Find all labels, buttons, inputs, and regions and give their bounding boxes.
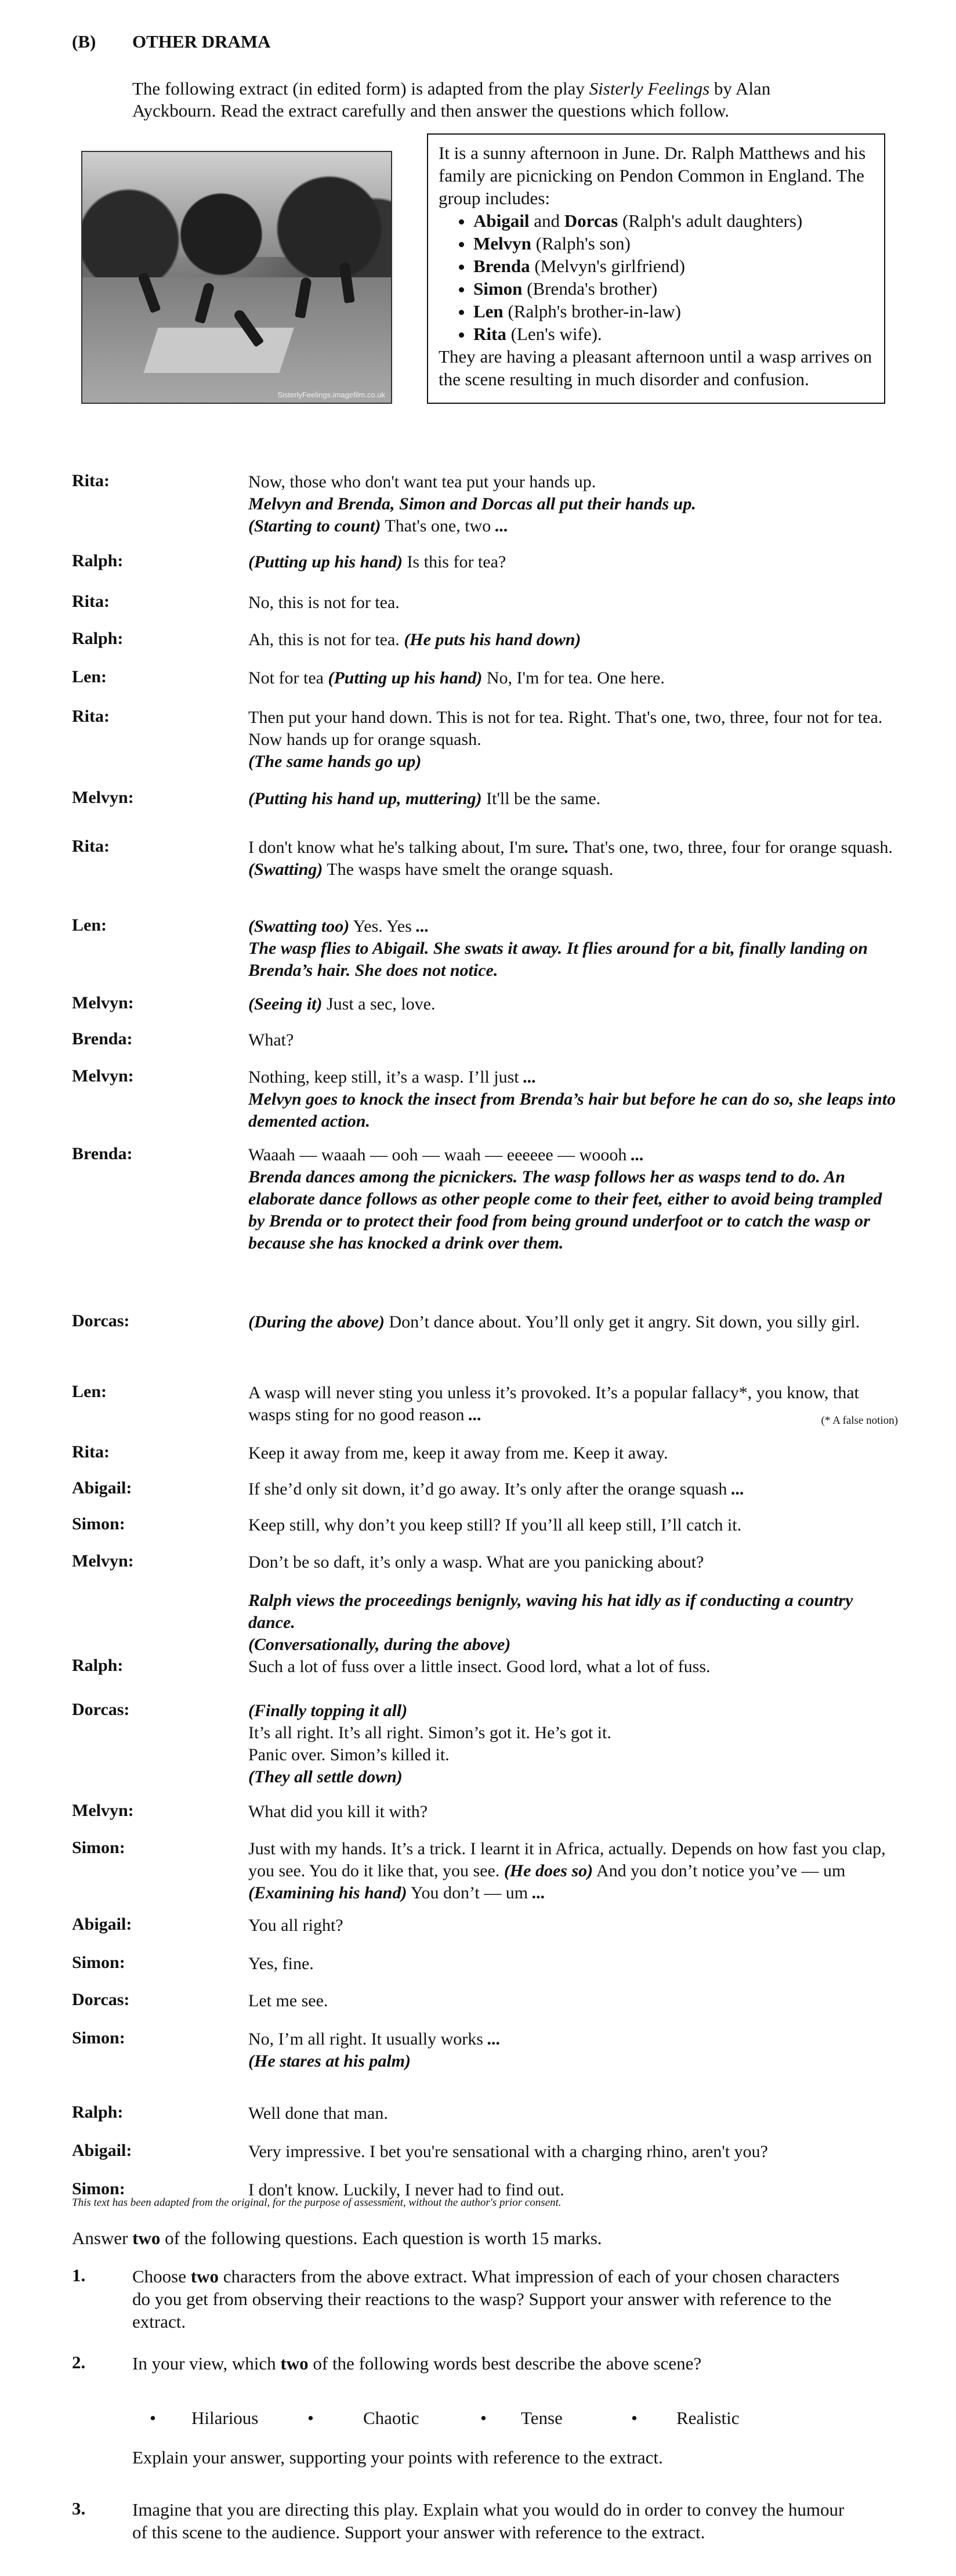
dialogue-text: Yes, fine.	[248, 1954, 314, 1973]
dialogue-text: Yes. Yes	[349, 917, 417, 936]
character-desc: (Brenda's brother)	[522, 278, 658, 299]
question-text-part: In your view, which	[132, 2353, 281, 2374]
dialogue-text: No, I'm for tea. One here.	[482, 668, 665, 688]
stage-direction: ...	[495, 516, 509, 536]
dialogue-line	[248, 1066, 898, 1133]
intro-paragraph	[132, 78, 840, 122]
dialogue-text: A wasp will never sting you unless it’s provoked. It’s a popular fallacy*, you know, that wasps sting for no good reason	[248, 1383, 859, 1424]
speaker-name: Simon:	[72, 1953, 125, 1972]
section-label: (B)	[72, 31, 96, 52]
dialogue-line	[248, 629, 898, 651]
character-name: Rita	[473, 324, 506, 344]
dialogue-text: I don't know what he's talking about, I'm sure	[248, 838, 565, 857]
bullet-icon: •	[631, 2408, 638, 2428]
dialogue-text: Ah, this is not for tea.	[248, 630, 404, 649]
section-title: OTHER DRAMA	[132, 31, 271, 52]
dialogue-text: Now, those who don't want tea put your hands up.	[248, 472, 596, 491]
photo-credit: SisterlyFeelings.imagefilm.co.uk	[277, 390, 385, 399]
dialogue-text: Don’t be so daft, it’s only a wasp. What are you panicking about?	[248, 1553, 704, 1572]
dialogue-text: What?	[248, 1030, 294, 1050]
dialogue-line	[248, 1478, 898, 1500]
picnic-photo	[81, 151, 392, 404]
speaker-name: Len:	[72, 916, 107, 935]
character-item	[473, 323, 874, 345]
character-name: Abigail	[473, 211, 530, 231]
dialogue-text: Not for tea	[248, 668, 328, 688]
stage-direction: ...	[523, 1068, 537, 1087]
stage-direction: Ralph views the proceedings benignly, waving his hat idly as if conducting a country dance.	[248, 1591, 853, 1632]
bullet-icon: •	[307, 2408, 314, 2428]
question-follow-up: Explain your answer, supporting your points with reference to the extract.	[132, 2447, 663, 2468]
speaker-name: Rita:	[72, 1442, 110, 1461]
question-text-part: of the following words best describe the above scene?	[308, 2353, 702, 2374]
speaker-name: Dorcas:	[72, 1700, 130, 1719]
dialogue-text: Such a lot of fuss over a little insect. Good lord, what a lot of fuss.	[248, 1657, 711, 1676]
word-option: Chaotic	[363, 2408, 419, 2428]
character-item	[473, 232, 874, 255]
speaker-name: Rita:	[72, 837, 110, 856]
question-emphasis: two	[280, 2353, 309, 2374]
character-desc: (Len's wife).	[506, 324, 602, 344]
dialogue-text: Waaah — waaah — ooh — waah — eeeeee — woooh	[248, 1145, 631, 1164]
stage-direction: .	[564, 838, 569, 857]
dialogue-line	[248, 1382, 898, 1432]
dialogue-line	[248, 1144, 898, 1254]
speaker-name: Melvyn:	[72, 1066, 134, 1086]
stage-direction: ...	[532, 1883, 546, 1902]
stage-direction: (He stares at his palm)	[248, 2052, 411, 2071]
dialogue-text: It’s all right. It’s all right. Simon’s got it. He’s got it.	[248, 1723, 611, 1742]
speaker-name: Rita:	[72, 471, 110, 490]
dialogue-text: Well done that man.	[248, 2104, 388, 2123]
stage-direction: ...	[731, 1479, 745, 1499]
context-lead: It is a sunny afternoon in June. Dr. Ralph Matthews and his family are picnicking on Pendon Common in England. The group includes:	[439, 143, 866, 208]
character-name: Simon	[473, 278, 523, 299]
questions-intro-a: Answer	[72, 2228, 133, 2248]
character-name: Dorcas	[564, 211, 618, 231]
dialogue-text: You all right?	[248, 1916, 343, 1935]
speaker-name: Simon:	[72, 2179, 125, 2198]
stage-direction: (The same hands go up)	[248, 752, 422, 771]
character-joiner: and	[529, 211, 564, 231]
dialogue-line	[248, 916, 898, 982]
character-item	[473, 255, 874, 277]
stage-direction: (Examining his hand)	[248, 1883, 407, 1902]
dialogue-line	[248, 1838, 898, 1904]
intro-before: The following extract (in edited form) is adapted from the play	[132, 78, 589, 99]
context-box	[427, 133, 885, 404]
dialogue-text: Just with my hands. It’s a trick. I learnt it in Africa, actually. Depends on how fast you clap, you see. You do it like that, you see.	[248, 1839, 886, 1880]
dialogue-line	[248, 1514, 898, 1536]
dialogue-text: Panic over. Simon’s killed it.	[248, 1745, 450, 1764]
speaker-name: Simon:	[72, 1514, 125, 1533]
dialogue-line	[248, 837, 898, 881]
dialogue-text: The wasps have smelt the orange squash.	[323, 860, 614, 879]
speaker-name: Len:	[72, 667, 107, 686]
speaker-name: Rita:	[72, 707, 110, 726]
speaker-name: Simon:	[72, 2028, 125, 2047]
question-text	[132, 2265, 857, 2333]
word-option: Realistic	[676, 2408, 740, 2428]
speaker-name: Ralph:	[72, 1656, 124, 1675]
speaker-name: Simon:	[72, 1838, 125, 1857]
speaker-name: Ralph:	[72, 551, 124, 570]
speaker-name: Ralph:	[72, 2103, 124, 2122]
speaker-name: Abigail:	[72, 1478, 132, 1497]
dialogue-line	[248, 1551, 898, 1573]
photo-blanket	[143, 327, 295, 374]
dialogue-line	[248, 1953, 898, 1975]
stage-direction: Brenda dances among the picnickers. The wasp follows her as wasps tend to do. An elaborate dance follows as other people come to their feet, either to avoid being trampled by Brenda or to protect their food from being ground underfoot or to catch the wasp or because she has knocked a drink over them.	[248, 1167, 882, 1253]
speaker-name: Abigail:	[72, 1915, 132, 1934]
stage-direction: (He puts his hand down)	[404, 630, 581, 649]
character-desc: (Ralph's brother-in-law)	[503, 301, 681, 321]
dialogue-line	[248, 1801, 898, 1823]
stage-direction: Melvyn and Brenda, Simon and Dorcas all put their hands up.	[248, 494, 696, 513]
speaker-name: Dorcas:	[72, 1990, 130, 2009]
dialogue-text: That's one, two, three, four for orange squash.	[568, 838, 893, 857]
speaker-name: Melvyn:	[72, 1551, 134, 1571]
speaker-name: Brenda:	[72, 1144, 133, 1163]
character-name: Brenda	[473, 256, 530, 276]
question-text-part: characters from the above extract. What impression of each of your chosen characters do you get from observing their reactions to the wasp? Support your answer with reference to the extract.	[132, 2266, 840, 2332]
dialogue-line	[248, 1442, 898, 1464]
speaker-name: Len:	[72, 1382, 107, 1401]
stage-direction: (During the above)	[248, 1312, 385, 1332]
speaker-name: Dorcas:	[72, 1311, 130, 1330]
bullet-icon: •	[480, 2408, 487, 2428]
character-item	[473, 300, 874, 323]
character-desc: (Ralph's son)	[531, 233, 631, 254]
question-text	[132, 2498, 857, 2544]
dialogue-line	[248, 667, 898, 689]
character-desc: (Ralph's adult daughters)	[618, 211, 803, 231]
dialogue-line	[248, 2028, 898, 2072]
stage-direction: ...	[416, 917, 429, 936]
context-closing: They are having a pleasant afternoon until a wasp arrives on the scene resulting in much disorder and confusion.	[439, 346, 872, 389]
stage-direction: The wasp flies to Abigail. She swats it away. It flies around for a bit, finally landing on Brenda’s hair. She does not notice.	[248, 939, 868, 980]
dialogue-text: Nothing, keep still, it’s a wasp. I’ll just	[248, 1068, 524, 1087]
dialogue-text: I don't know. Luckily, I never had to find out.	[248, 2180, 564, 2199]
dialogue-line	[248, 1700, 898, 1788]
dialogue-text: Then put your hand down. This is not for tea. Right. That's one, two, three, four not for tea. Now hands up for orange squash.	[248, 708, 883, 749]
dialogue-line	[248, 1029, 898, 1051]
stage-direction: (Swatting too)	[248, 917, 350, 936]
dialogue-line	[248, 592, 898, 614]
dialogue-line	[248, 1311, 898, 1333]
dialogue-line	[248, 788, 898, 810]
dialogue-text: No, I’m all right. It usually works	[248, 2029, 488, 2049]
dialogue-text: That's one, two	[381, 516, 495, 536]
dialogue-line	[248, 1915, 898, 1937]
dialogue-text: You don’t — um	[407, 1883, 533, 1902]
dialogue-text: Let me see.	[248, 1991, 328, 2010]
dialogue-line	[248, 707, 898, 773]
questions-intro-c: of the following questions. Each question is worth 15 marks.	[160, 2228, 602, 2248]
stage-direction: Melvyn goes to knock the insect from Brenda’s hair but before he can do so, she leaps into demented action.	[248, 1090, 896, 1131]
stage-direction: (Conversationally, during the above)	[248, 1635, 511, 1654]
speaker-name: Brenda:	[72, 1029, 133, 1048]
dialogue-text: Don’t dance about. You’ll only get it angry. Sit down, you silly girl.	[385, 1312, 860, 1332]
adaptation-note: This text has been adapted from the original, for the purpose of assessment, without the author's prior consent.	[72, 2197, 562, 2209]
dialogue-line	[248, 1590, 898, 1678]
speaker-name: Rita:	[72, 592, 110, 611]
speaker-name: Melvyn:	[72, 993, 134, 1012]
stage-direction: (Seeing it)	[248, 994, 323, 1014]
dialogue-text: If she’d only sit down, it’d go away. It’s only after the orange squash	[248, 1479, 732, 1499]
dialogue-line	[248, 993, 898, 1015]
speaker-name: Melvyn:	[72, 1801, 134, 1820]
intro-after: by Alan Ayckbourn. Read the extract carefully and then answer the questions which follow.	[132, 78, 771, 121]
question-text-part: Imagine that you are directing this play. Explain what you would do in order to convey the humour of this scene to the audience. Support your answer with reference to the extract.	[132, 2499, 845, 2542]
dialogue-text: Keep still, why don’t you keep still? If you’ll all keep still, I’ll catch it.	[248, 1515, 742, 1535]
stage-direction: (Putting his hand up, muttering)	[248, 789, 482, 808]
word-option: Tense	[521, 2408, 563, 2428]
character-list	[439, 209, 874, 345]
dialogue-text: And you don’t notice you’ve — um	[593, 1861, 846, 1880]
dialogue-text: It'll be the same.	[481, 789, 601, 808]
character-desc: (Melvyn's girlfriend)	[530, 256, 685, 276]
dialogue-line	[248, 2103, 898, 2125]
dialogue-text: Is this for tea?	[402, 552, 506, 571]
character-name: Melvyn	[473, 233, 531, 254]
dialogue-text: Just a sec, love.	[322, 994, 436, 1014]
dialogue-text: No, this is not for tea.	[248, 593, 400, 612]
stage-direction: ...	[468, 1405, 482, 1424]
dialogue-line	[248, 2141, 898, 2163]
questions-intro-b: two	[132, 2228, 161, 2248]
speaker-name: Melvyn:	[72, 788, 134, 807]
question-text	[132, 2352, 857, 2375]
question-text-part: Choose	[132, 2266, 191, 2286]
character-item	[473, 277, 874, 300]
stage-direction: (He does so)	[504, 1861, 593, 1880]
stage-direction: ...	[631, 1145, 644, 1164]
dialogue-text: Keep it away from me, keep it away from me. Keep it away.	[248, 1443, 668, 1463]
stage-direction: (Finally topping it all)	[248, 1701, 408, 1720]
question-number: 3.	[72, 2498, 86, 2519]
stage-direction: ...	[487, 2029, 501, 2049]
dialogue-line	[248, 471, 898, 537]
question-emphasis: two	[190, 2266, 219, 2286]
stage-direction: (Putting up his hand)	[248, 552, 403, 571]
character-item	[473, 209, 874, 232]
stage-direction: (They all settle down)	[248, 1767, 403, 1786]
stage-direction: (Swatting)	[248, 860, 323, 879]
play-title: Sisterly Feelings	[589, 78, 710, 99]
speaker-name: Abigail:	[72, 2141, 132, 2160]
dialogue-text: What did you kill it with?	[248, 1802, 428, 1821]
question-number: 2.	[72, 2352, 86, 2372]
character-name: Len	[473, 301, 504, 321]
dialogue-text: Very impressive. I bet you're sensational with a charging rhino, aren't you?	[248, 2142, 768, 2161]
dialogue-line	[248, 1990, 898, 2012]
stage-direction: (Putting up his hand)	[328, 668, 483, 688]
glossary-note: (* A false notion)	[821, 1414, 898, 1427]
stage-direction: (Starting to count)	[248, 516, 381, 536]
speaker-name: Ralph:	[72, 629, 124, 648]
dialogue-line	[248, 551, 898, 573]
question-number: 1.	[72, 2265, 86, 2285]
bullet-icon: •	[150, 2408, 156, 2428]
questions-intro	[72, 2228, 602, 2249]
word-option: Hilarious	[191, 2408, 259, 2428]
